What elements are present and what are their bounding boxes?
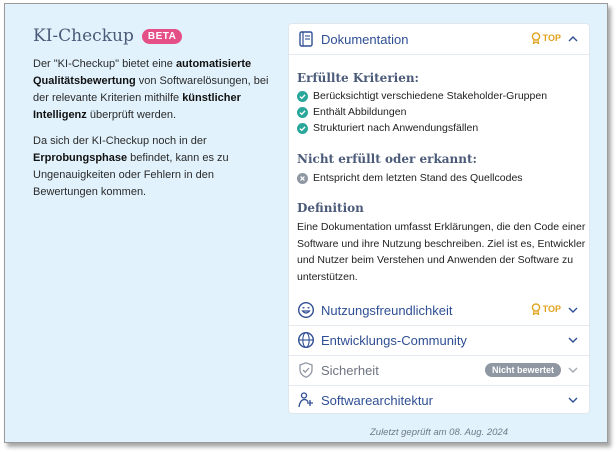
text: Da sich der KI-Checkup noch in der xyxy=(33,135,207,147)
chevron-down-icon[interactable] xyxy=(567,304,579,316)
title-row xyxy=(33,24,273,48)
smiley-icon xyxy=(297,301,315,319)
top-label: TOP xyxy=(542,33,561,43)
unfulfilled-heading: Nicht erfüllt oder erkannt: xyxy=(297,152,477,166)
text-strong: künstlicher Intelligenz xyxy=(33,92,241,121)
text-strong: Erprobungsphase xyxy=(33,152,128,164)
page-title: KI-Checkup xyxy=(33,26,134,46)
section-header-sicherheit[interactable] xyxy=(289,355,589,385)
section-label: Sicherheit xyxy=(321,362,379,378)
criterion-text: Strukturiert nach Anwendungsfällen xyxy=(313,122,479,134)
criterion-text: Entspricht dem letzten Stand des Quellcodes xyxy=(313,172,523,184)
medal-icon xyxy=(531,32,541,44)
section-header-nutzungsfreundlichkeit[interactable] xyxy=(289,295,589,325)
top-badge xyxy=(531,32,561,44)
chevron-down-icon[interactable] xyxy=(567,334,579,346)
criterion-text: Berücksichtigt verschiedene Stakeholder-Gruppen xyxy=(313,90,548,102)
text: Der "KI-Checkup" bietet eine xyxy=(33,58,176,70)
last-checked-date: Zuletzt geprüft am 08. Aug. 2024 xyxy=(369,427,508,438)
text-strong: automatisierte Qualitätsbewertung xyxy=(33,58,252,87)
section-header-entwicklungs-community[interactable] xyxy=(289,325,589,355)
criterion-fulfilled xyxy=(297,106,406,118)
beta-badge: BETA xyxy=(142,29,182,44)
section-label: Entwicklungs-Community xyxy=(321,332,467,348)
chevron-down-icon[interactable] xyxy=(567,394,579,406)
medal-icon xyxy=(531,303,541,315)
definition-text: Eine Dokumentation umfasst Erklärungen, die den Code einer Software und ihre Nutzung beschreiben. Ziel ist es, Entwickler und Nutzer beim Verstehen und Anwenden der Software zu unterstützen. xyxy=(297,221,586,283)
intro-panel xyxy=(33,24,273,201)
criterion-text: Enthält Abbildungen xyxy=(313,106,407,118)
criterion-unfulfilled xyxy=(297,172,523,184)
book-icon xyxy=(297,30,315,48)
text: befindet, kann es zu Ungenauigkeiten oder Fehlern in den Bewertungen kommen. xyxy=(33,152,229,198)
text: von Softwarelösungen, bei der relevante Kriterien mithilfe xyxy=(33,75,269,104)
shield-check-icon xyxy=(297,361,315,379)
section-header-dokumentation[interactable] xyxy=(289,24,589,54)
fulfilled-heading: Erfüllte Kriterien: xyxy=(297,71,419,85)
chevron-down-icon[interactable] xyxy=(567,364,579,376)
disclaimer-paragraph xyxy=(33,133,273,201)
window-frame xyxy=(4,3,608,443)
divider xyxy=(289,54,589,55)
check-circle-icon xyxy=(297,91,308,102)
intro-paragraph xyxy=(33,56,273,124)
criterion-fulfilled xyxy=(297,122,478,134)
top-badge xyxy=(531,303,561,315)
check-circle-icon xyxy=(297,107,308,118)
section-label: Dokumentation xyxy=(321,31,409,47)
top-label: TOP xyxy=(542,304,561,314)
chevron-up-icon[interactable] xyxy=(567,33,579,45)
check-circle-icon xyxy=(297,123,308,134)
architecture-icon xyxy=(297,391,315,409)
criteria-card xyxy=(288,23,590,414)
definition-heading: Definition xyxy=(297,201,364,215)
globe-icon xyxy=(297,331,315,349)
criterion-fulfilled xyxy=(297,90,547,102)
section-label: Nutzungsfreundlichkeit xyxy=(321,302,453,318)
text: überprüft werden. xyxy=(86,109,177,121)
section-label: Softwarearchitektur xyxy=(321,392,433,408)
section-header-softwarearchitektur[interactable] xyxy=(289,385,589,415)
not-rated-badge: Nicht bewertet xyxy=(485,363,561,377)
x-circle-icon xyxy=(297,173,308,184)
